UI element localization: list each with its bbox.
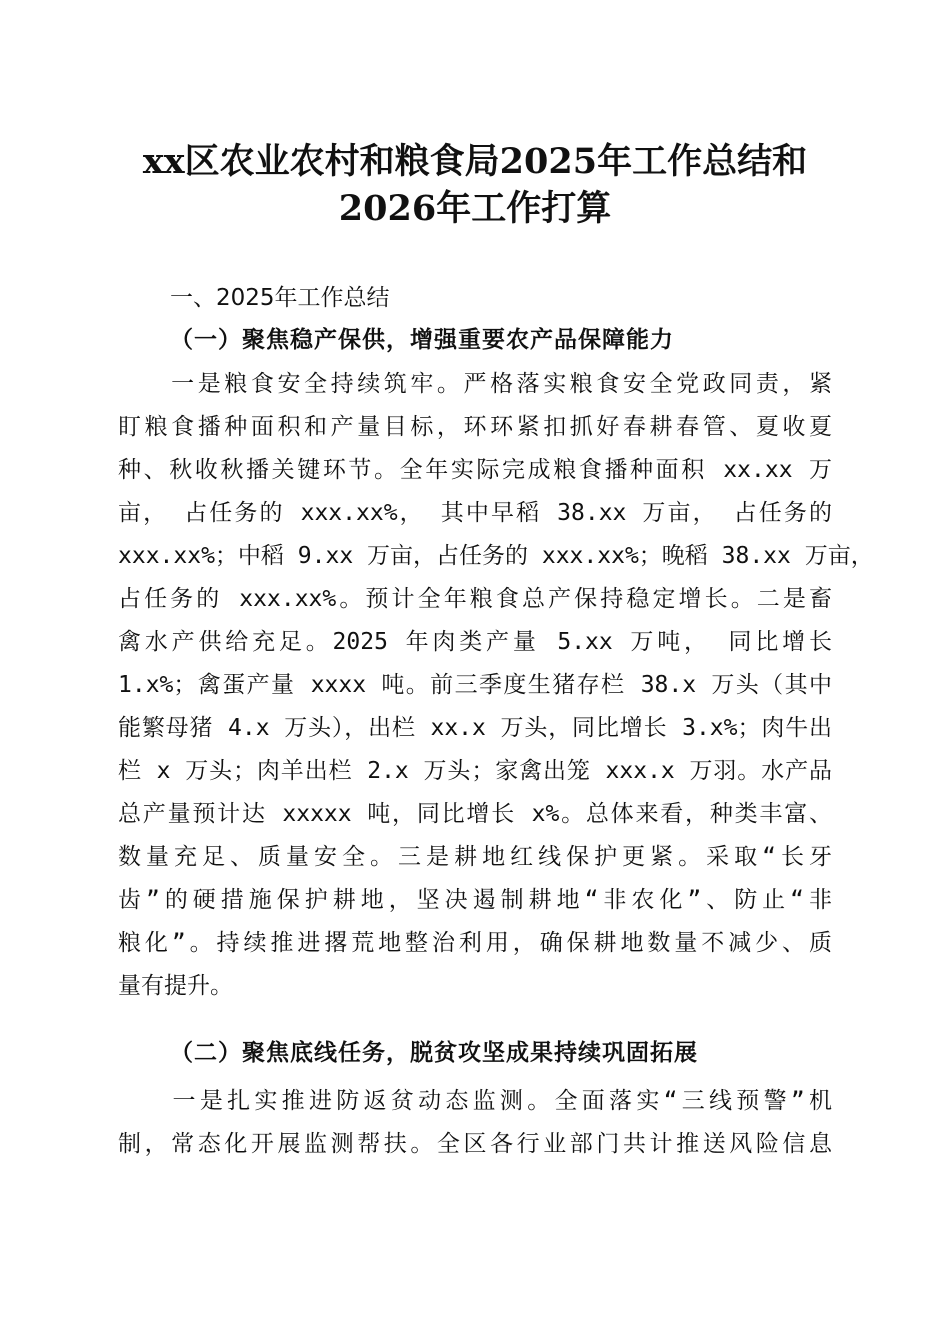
- paragraph-line: 能繁母猪 4.x 万头），出栏 xx.x 万头，同比增长 3.x%；肉牛出: [118, 715, 832, 741]
- paragraph-line: 占任务的 xxx.xx%。预计全年粮食总产保持稳定增长。二是畜: [118, 586, 832, 612]
- paragraph-line: 一是扎实推进防返贫动态监测。全面落实“三线预警”机: [118, 1088, 832, 1114]
- paragraph-line: 禽水产供给充足。2025 年肉类产量 5.xx 万吨， 同比增长: [118, 629, 832, 655]
- paragraph-line: 齿”的硬措施保护耕地，坚决遏制耕地“非农化”、防止“非: [118, 887, 832, 913]
- paragraph-grain-livestock-farmland: [118, 363, 874, 1008]
- paragraph-line: 亩， 占任务的 xxx.xx%， 其中早稻 38.xx 万亩， 占任务的: [118, 500, 832, 526]
- subsection-heading-poverty-alleviation: （二）聚焦底线任务，脱贫攻坚成果持续巩固拓展: [170, 1039, 698, 1066]
- paragraph-line: 制，常态化开展监测帮扶。全区各行业部门共计推送风险信息: [118, 1131, 832, 1157]
- paragraph-line: 栏 x 万头；肉羊出栏 2.x 万头；家禽出笼 xxx.x 万羽。水产品: [118, 758, 832, 784]
- section-heading-work-summary: 一、2025年工作总结: [170, 285, 390, 311]
- subsection-heading-stable-supply: （一）聚焦稳产保供，增强重要农产品保障能力: [170, 326, 674, 353]
- document-title-line-2: 2026年工作打算: [338, 188, 612, 229]
- paragraph-line: xxx.xx%；中稻 9.xx 万亩，占任务的 xxx.xx%；晚稻 38.xx 万亩，: [118, 543, 874, 569]
- paragraph-line: 总产量预计达 xxxxx 吨，同比增长 x%。总体来看，种类丰富、: [118, 801, 832, 827]
- paragraph-line: 粮化”。持续推进撂荒地整治利用，确保耕地数量不减少、质: [118, 930, 832, 956]
- paragraph-line: 种、秋收秋播关键环节。全年实际完成粮食播种面积 xx.xx 万: [118, 457, 832, 483]
- paragraph-line: 数量充足、质量安全。三是耕地红线保护更紧。采取“长牙: [118, 844, 832, 870]
- paragraph-line: 盯粮食播种面积和产量目标，环环紧扣抓好春耕春管、夏收夏: [118, 414, 832, 440]
- paragraph-line: 量有提升。: [118, 973, 233, 999]
- paragraph-line: 1.x%；禽蛋产量 xxxx 吨。前三季度生猪存栏 38.x 万头（其中: [118, 672, 832, 698]
- document-title-line-1: xx区农业农村和粮食局2025年工作总结和: [142, 141, 808, 182]
- paragraph-line: 一是粮食安全持续筑牢。严格落实粮食安全党政同责，紧: [118, 371, 832, 397]
- paragraph-poverty-monitoring: [118, 1080, 832, 1166]
